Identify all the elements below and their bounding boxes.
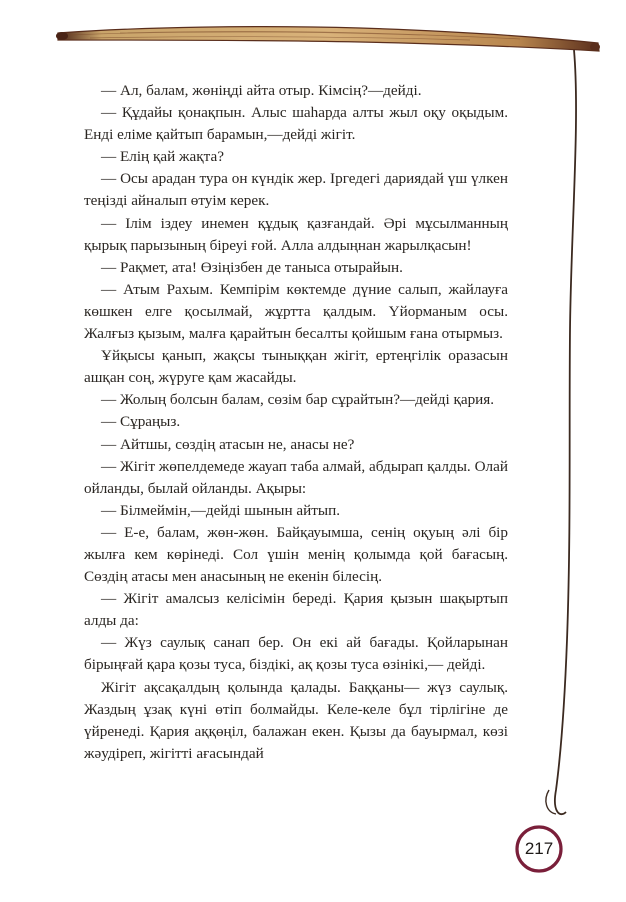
- paragraph: — Жолың болсын балам, сөзім бар сұрайтын?—дейді қария.: [101, 391, 495, 409]
- paragraph: — Е-е, балам, жөн-жөн. Байқауымша, сенің оқуың әлі бір жылға кем көрінеді. Сол үшін менің қолымда қой бағасың. Сөздің атасы мен анасының не екенін білесің.: [84, 523, 508, 586]
- paragraph: Ұйқысы қанып, жақсы тыныққан жігіт, ертеңгілік оразасын ашқан соң, жүруге қам жасайды.: [84, 347, 508, 387]
- page-number: 217: [524, 839, 554, 858]
- paragraph: — Жігіт амалсыз келісімін береді. Қария қызын шақыртып алды да:: [84, 590, 508, 630]
- paragraph: — Жүз саулық санап бер. Он екі ай бағады. Қойларынан бірыңғай қара қозы туса, біздікі, ақ қозы туса өзінікі,— дейді.: [84, 634, 508, 674]
- main-text: [84, 80, 508, 765]
- paragraph: Жігіт ақсақалдың қолында қалады. Баққаны— жүз саулық. Жаздың ұзақ күні өтіп болмайды. Келе-келе бұл тірлігіне де үйренеді. Қария аққөңіл, балажан екен. Қызы да бауырмал, көзі жәудіреп, жігітті ағасындай: [84, 678, 508, 762]
- paragraph: — Рақмет, ата! Өзіңізбен де таныса отырайын.: [101, 258, 403, 276]
- paragraph: — Білмеймін,—дейді шынын айтып.: [101, 501, 341, 519]
- wooden-stick-icon: [56, 27, 600, 51]
- paragraph: — Ал, балам, жөніңді айта отыр. Кімсің?—дейді.: [101, 82, 422, 99]
- paragraph: — Ілім іздеу инемен құдық қазғандай. Әрі мұсылманның қырық парызының біреуі ғой. Алла алдыңнан жарылқасын!: [84, 214, 508, 254]
- paragraph: — Сұраңыз.: [101, 413, 181, 431]
- paragraph: — Құдайы қонақпын. Алыс шаһарда алты жыл оқу оқыдым. Енді еліме қайтып барамын,—дейді жігіт.: [84, 104, 508, 144]
- paragraph: — Атым Рахым. Кемпірім көктемде дүние салып, жайлауға көшкен елге қосылмай, жұртта қалдым. Үйорманым осы. Жалғыз қызым, малға қарайтын бесалты қойшым ғана отырмыз.: [84, 280, 508, 343]
- hanging-string-icon: [546, 50, 576, 814]
- paragraph: — Елің қай жақта?: [101, 148, 224, 166]
- paragraph: — Айтшы, сөздің атасын не, анасы не?: [101, 435, 355, 453]
- paragraph: — Жігіт жөпелдемеде жауап таба алмай, абдырап қалды. Олай ойланды, былай ойланды. Ақыры:: [84, 457, 508, 497]
- paragraph: — Осы арадан тура он күндік жер. Іргедегі дариядай үш үлкен теңізді айналып өтуім керек.: [84, 170, 508, 210]
